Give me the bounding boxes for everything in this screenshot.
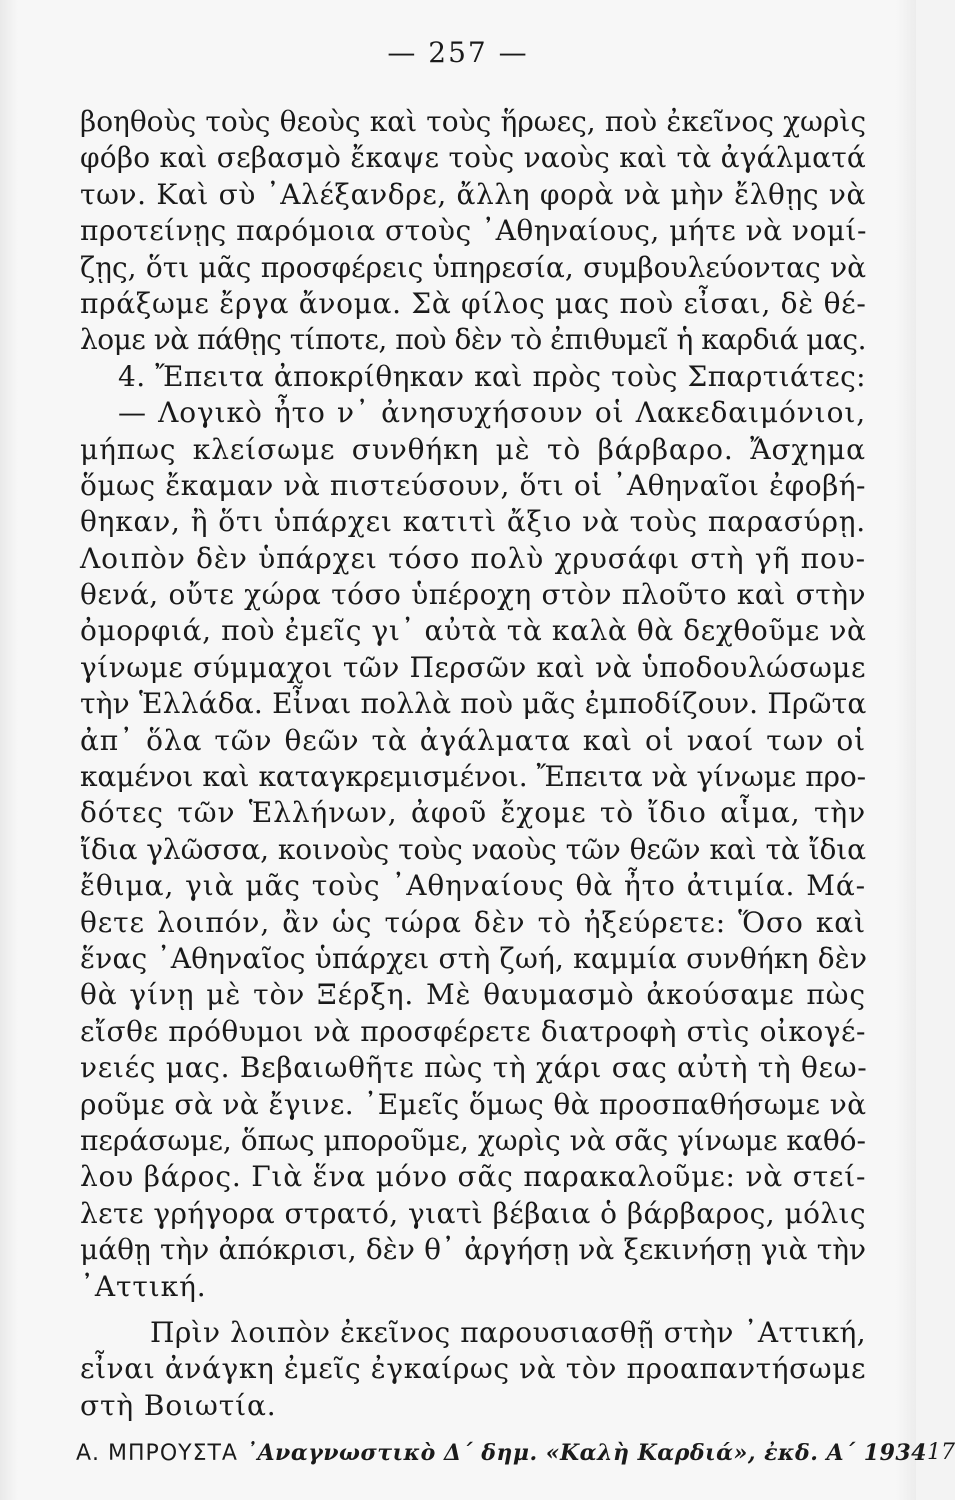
text-line: θετε λοιπόν, ἂν ὡς τώρα δὲν τὸ ἠξεύρετε: Ὅσο καὶ [80, 905, 866, 939]
text-line: ἔθιμα, γιὰ μᾶς τοὺς ᾿Αθηναίους θὰ ἦτο ἀτιμία. Μά- [80, 869, 866, 903]
text-line: θὰ γίνῃ μὲ τὸν Ξέρξη. Μὲ θαυμασμὸ ἀκούσαμε πὼς [80, 978, 866, 1012]
text-line: γίνωμε σύμμαχοι τῶν Περσῶν καὶ νὰ ὑποδουλώσωμε [80, 650, 866, 684]
footer-credit [76, 1440, 927, 1466]
text-line: λομε νὰ πάθῃς τίποτε, ποὺ δὲν τὸ ἐπιθυμεῖ ἡ καρδιά μας. [80, 323, 866, 357]
text-line: ἀπ᾿ ὅλα τῶν θεῶν τὰ ἀγάλματα καὶ οἱ ναοί των οἱ [80, 723, 866, 757]
text-line: ροῦμε σὰ νὰ ἔγινε. ᾿Εμεῖς ὅμως θὰ προσπαθήσωμε νὰ [80, 1087, 867, 1121]
text-line: 4. Ἔπειτα ἀποκρίθηκαν καὶ πρὸς τοὺς Σπαρτιάτες: [118, 359, 866, 393]
footer-book-title: ᾿Αναγνωστικὸ Δ΄ δημ. «Καλὴ Καρδιά», ἐκδ. Α΄ 1934 [245, 1440, 927, 1466]
text-line: Λοιπὸν δὲν ὑπάρχει τόσο πολὺ χρυσάφι στὴ γῆ που- [80, 541, 866, 575]
text-line: πράξωμε ἔργα ἄνομα. Σὰ φίλος μας ποὺ εἶσαι, δὲ θέ- [80, 286, 867, 320]
text-line: τὴν Ἑλλάδα. Εἶναι πολλὰ ποὺ μᾶς ἐμποδίζουν. Πρῶτα [80, 687, 867, 721]
print-footer [76, 1440, 955, 1466]
text-line: ᾿Αττική. [80, 1269, 207, 1303]
text-line: μάθῃ τὴν ἀπόκρισι, δὲν θ᾿ ἀργήσῃ νὰ ξεκινήσῃ γιὰ τὴν [80, 1233, 866, 1267]
text-line: — Λογικὸ ἦτο ν᾿ ἀνησυχήσουν οἱ Λακεδαιμόνιοι, [118, 396, 866, 430]
text-line: θενά, οὔτε χώρα τόσο ὑπέροχη στὸν πλοῦτο καὶ στὴν [80, 578, 866, 612]
page-number: — 257 — [387, 36, 529, 69]
text-line: περάσωμε, ὅπως μποροῦμε, χωρὶς νὰ σᾶς γίνωμε καθό- [80, 1123, 866, 1157]
text-line: καμένοι καὶ καταγκρεμισμένοι. Ἔπειτα νὰ γίνωμε προ- [80, 760, 866, 794]
text-line: ὅμως ἔκαμαν νὰ πιστεύσουν, ὅτι οἱ ᾿Αθηναῖοι ἐφοβή- [80, 468, 866, 502]
text-line: λου βάρος. Γιὰ ἕνα μόνο σᾶς παρακαλοῦμε: νὰ στεί- [80, 1160, 867, 1194]
text-line: εἶναι ἀνάγκη ἐμεῖς ἐγκαίρως νὰ τὸν προαπαντήσωμε [80, 1352, 867, 1386]
text-line: στὴ Βοιωτία. [80, 1388, 277, 1422]
text-line: Πρὶν λοιπὸν ἐκεῖνος παρουσιασθῇ στὴν ᾿Αττική, [150, 1315, 866, 1349]
text-line: νειές μας. Βεβαιωθῆτε πὼς τὴ χάρι σας αὐτὴ τὴ θεω- [80, 1051, 868, 1085]
text-line: λετε γρήγορα στρατό, γιατὶ βέβαια ὁ βάρβαρος, μόλις [80, 1196, 866, 1230]
text-line: βοηθοὺς τοὺς θεοὺς καὶ τοὺς ἥρωες, ποὺ ἐκεῖνος χωρὶς [80, 105, 866, 138]
text-line: ὀμορφιά, ποὺ ἐμεῖς γι᾿ αὐτὰ τὰ καλὰ θὰ δεχθοῦμε νὰ [80, 614, 867, 648]
text-line: των. Καὶ σὺ ᾿Αλέξανδρε, ἄλλη φορὰ νὰ μὴν ἔλθῃς νὰ [80, 177, 866, 211]
text-line: δότες τῶν Ἑλλήνων, ἀφοῦ ἔχομε τὸ ἴδιο αἷμα, τὴν [80, 796, 866, 830]
text-line: ἴδια γλῶσσα, κοινοὺς τοὺς ναοὺς τῶν θεῶν καὶ τὰ ἴδια [80, 832, 866, 866]
text-line: ἕνας ᾿Αθηναῖος ὑπάρχει στὴ ζωή, καμμία συνθήκη δὲν [80, 941, 868, 975]
text-line: προτείνῃς παρόμοια στοὺς ᾿Αθηναίους, μήτε νὰ νομί- [80, 214, 867, 248]
text-line: θηκαν, ἢ ὅτι ὑπάρχει κατιτὶ ἄξιο νὰ τοὺς παρασύρῃ. [80, 505, 866, 539]
sheet-number: 17 [927, 1440, 955, 1465]
text-line: φόβο καὶ σεβασμὸ ἔκαψε τοὺς ναοὺς καὶ τὰ ἀγάλματά [80, 141, 866, 175]
body-text [80, 104, 866, 1424]
footer-author: Α. ΜΠΡΟΥΣΤΑ [76, 1441, 238, 1466]
text-line: μήπως κλείσωμε συνθήκη μὲ τὸ βάρβαρο. Ἄσχημα [80, 432, 866, 466]
text-line: εἴσθε πρόθυμοι νὰ προσφέρετε διατροφὴ στὶς οἰκογέ- [80, 1014, 866, 1048]
text-line: ζῃς, ὅτι μᾶς προσφέρεις ὑπηρεσία, συμβουλεύοντας νὰ [80, 250, 866, 284]
